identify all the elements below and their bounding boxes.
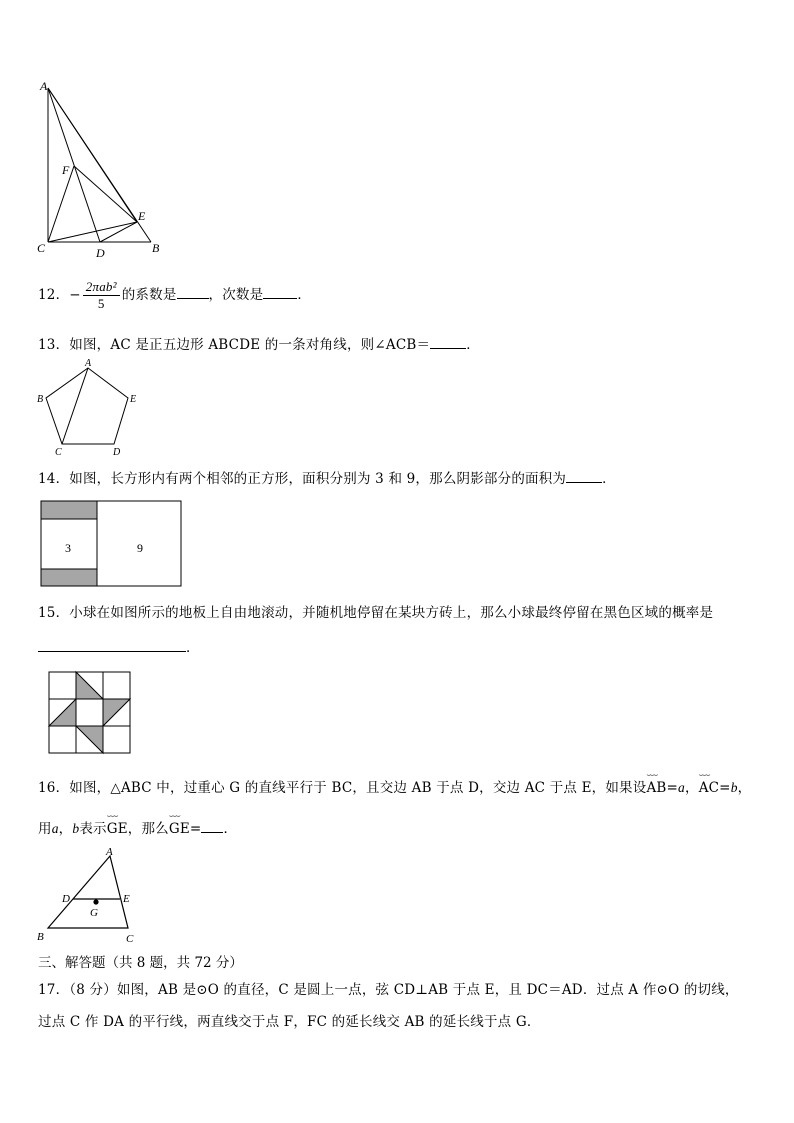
label-e: E: [123, 893, 130, 905]
question-13: 13．如图，AC 是正五边形 ABCDE 的一条对角线，则∠ACB＝ ．: [38, 337, 480, 353]
diagonal-ac: [62, 368, 88, 444]
shaded-bottom: [41, 569, 97, 586]
section-heading: 三、解答题（共 8 题，共 72 分）: [38, 955, 243, 971]
label-a: A: [40, 79, 48, 93]
answer-blank[interactable]: [201, 819, 223, 833]
question-15: 15．小球在如图所示的地板上自由地滚动，并随机地停留在某块方砖上，那么小球最终停留在黑色区域的概率是: [38, 605, 714, 621]
question-14: 14．如图，长方形内有两个相邻的正方形，面积分别为 3 和 9，那么阴影部分的面积为 ．: [38, 471, 616, 487]
shaded-triangle: [76, 726, 103, 753]
figure-triangle-abc: [34, 846, 144, 946]
segment-fc: [48, 166, 74, 242]
question-12: 12．− $\frac{\text{2πab²}}{5}$ 的系数是 ，次数是 ．: [38, 279, 312, 311]
label-b: B: [37, 394, 44, 405]
centroid-g: [93, 899, 98, 904]
figure-pentagon: [34, 356, 144, 460]
shaded-top: [41, 501, 97, 519]
answer-blank[interactable]: [263, 285, 297, 299]
question-16-line1: 16．如图，△ABC 中，过重心 G 的直线平行于 BC，且交边 AB 于点 D，交边 AC 于点 E，如果设⌣⌣⌣ AB=a，⌣⌣⌣ AC=b，: [38, 776, 751, 796]
label-d: D: [96, 246, 105, 260]
question-17-line1: 17．（8 分）如图，AB 是⊙O 的直径，C 是圆上一点，弦 CD⊥AB 于点 E，且 DC＝AD．过点 A 作⊙O 的切线，: [38, 982, 739, 998]
label-c: C: [126, 933, 134, 945]
label-c: C: [55, 447, 62, 458]
vector-ge: ⌣⌣⌣ GE: [169, 821, 190, 837]
figure-floor-tiles: [46, 669, 134, 757]
question-15-answer: ．: [38, 636, 200, 656]
small-area-label: 3: [65, 541, 71, 555]
label-f: F: [62, 163, 70, 177]
label-e: E: [138, 209, 146, 223]
answer-blank[interactable]: [177, 285, 209, 299]
label-d: D: [113, 447, 121, 458]
question-17-line2: 过点 C 作 DA 的平行线，两直线交于点 F，FC 的延长线交 AB 的延长线于点 G．: [38, 1014, 541, 1030]
vector-ab: ⌣⌣⌣ AB: [646, 780, 666, 796]
fraction: $\frac{\text{2πab²}}{5}$: [83, 279, 120, 312]
answer-blank[interactable]: [566, 469, 602, 483]
shaded-triangle: [103, 699, 130, 726]
label-a: A: [85, 358, 92, 369]
label-e: E: [130, 394, 137, 405]
label-d: D: [62, 893, 70, 905]
label-c: C: [37, 241, 46, 255]
segment-de: [100, 222, 137, 242]
vector-ge: ⌣⌣⌣ GE: [107, 821, 128, 837]
vector-ac: ⌣⌣⌣ AC: [699, 780, 719, 796]
figure-rectangle: [38, 498, 186, 590]
answer-blank[interactable]: [38, 638, 186, 652]
answer-blank[interactable]: [430, 335, 466, 349]
figure-q11: [34, 76, 164, 261]
shaded-triangle: [76, 672, 103, 699]
label-g: G: [90, 907, 98, 919]
label-a: A: [106, 846, 113, 858]
triangle: [48, 856, 128, 928]
pentagon: [46, 368, 128, 444]
segment-ce: [48, 222, 137, 242]
question-16-line2: 用a，b表示⌣⌣⌣ GE，那么⌣⌣⌣ GE= ．: [38, 817, 237, 837]
large-area-label: 9: [137, 541, 143, 555]
shaded-triangle: [49, 699, 76, 726]
label-b: B: [37, 931, 44, 943]
label-b: B: [152, 241, 160, 255]
